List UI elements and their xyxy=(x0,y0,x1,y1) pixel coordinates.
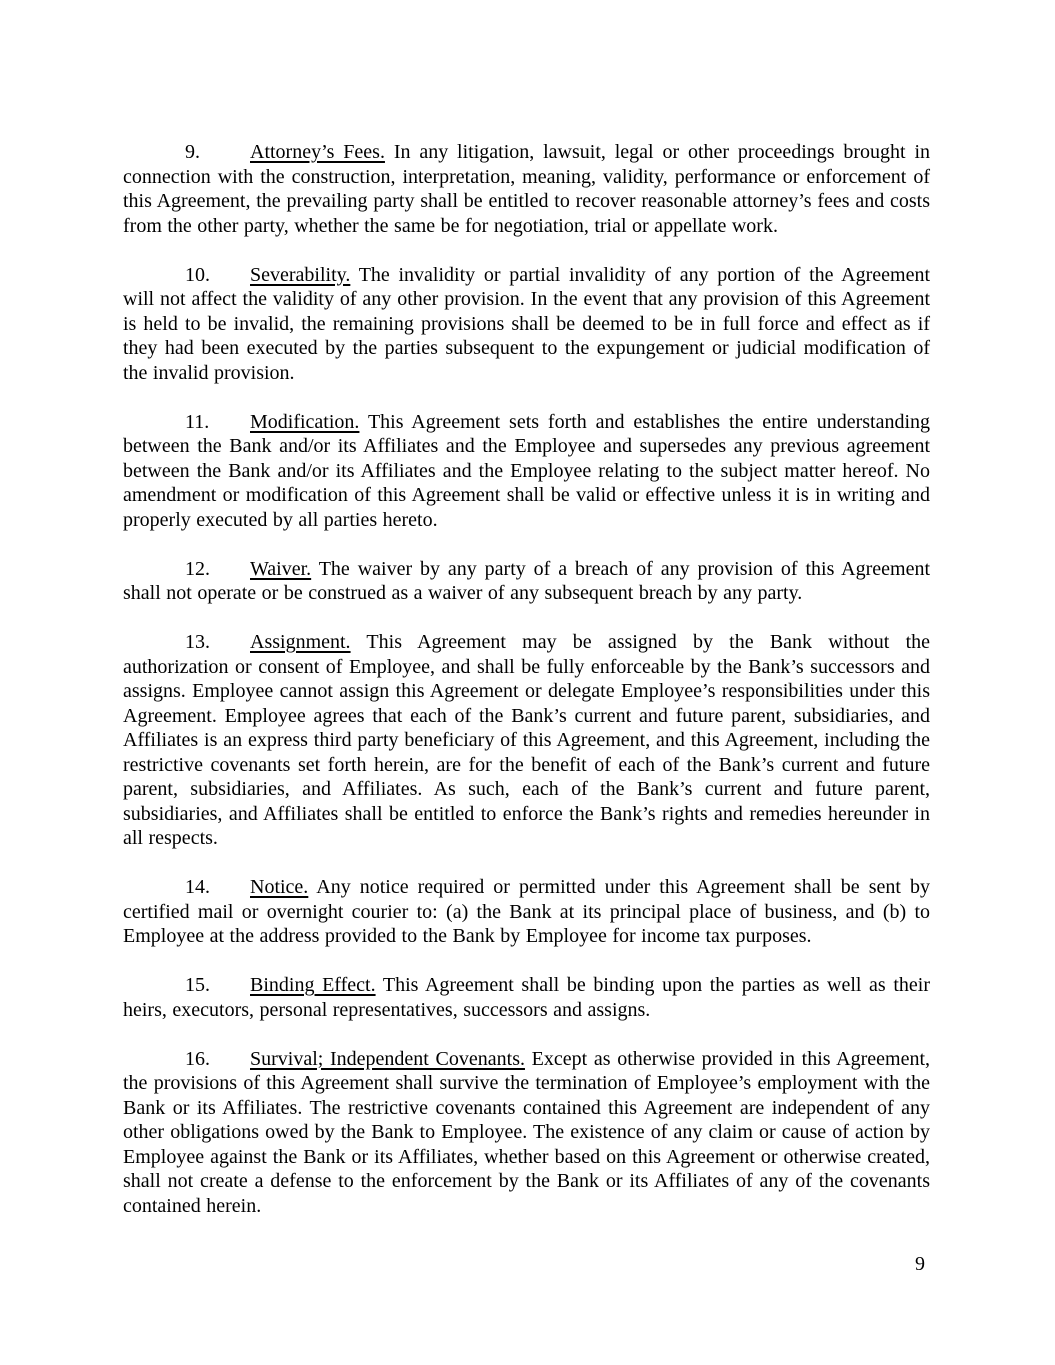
paragraph-assignment xyxy=(123,630,930,851)
paragraph-heading: Assignment. xyxy=(250,631,351,653)
paragraph-number: 10. xyxy=(185,263,210,286)
page-number: 9 xyxy=(915,1253,925,1275)
paragraph-number: 16. xyxy=(185,1047,210,1070)
paragraph-number: 11. xyxy=(185,410,210,433)
paragraph-survival-independent-covenants xyxy=(123,1047,930,1219)
paragraph-text: This Agreement may be assigned by the Bank without the authorization or consent of Employee, and shall be fully enforceable by the Bank’s successors and assigns. Employee cannot assign this Agreement or delegate Employee’s responsibilities under this Agreement. Employee agrees that each of the Bank’s current and future parent, subsidiaries, and Affiliates is an express third party beneficiary of this Agreement, and this Agreement, including the restrictive covenants set forth herein, are for the benefit of each of the Bank’s current and future parent, subsidiaries, and Affiliates. As such, each of the Bank’s current and future parent, subsidiaries, and Affiliates shall be entitled to enforce the Bank’s rights and remedies hereunder in all respects. xyxy=(123,631,931,849)
paragraph-text: In any litigation, lawsuit, legal or other proceedings brought in connection with the construction, interpretation, meaning, validity, performance or enforcement of this Agreement, the prevailing party shall be entitled to recover reasonable attorney’s fees and costs from the other party, whether the same be for negotiation, trial or appellate work. xyxy=(123,141,931,237)
paragraph-number: 15. xyxy=(185,974,210,996)
paragraph-text: Any notice required or permitted under this Agreement shall be sent by certified mail or overnight courier to: (a) the Bank at its principal place of business, and (b) to Employee at the address provided to the Bank by Employee for income tax purposes. xyxy=(123,876,930,947)
paragraph-severability xyxy=(123,263,930,386)
paragraph-binding-effect xyxy=(123,973,930,1022)
paragraph-heading: Attorney’s Fees. xyxy=(250,141,385,163)
paragraph-heading: Notice. xyxy=(250,876,309,898)
paragraph-heading: Binding Effect. xyxy=(250,974,376,996)
paragraph-modification xyxy=(123,410,930,533)
paragraph-number: 12. xyxy=(185,557,210,580)
paragraph-text: This Agreement shall be binding upon the parties as well as their heirs, executors, personal representatives, successors and assigns. xyxy=(123,974,931,1021)
paragraph-text: The waiver by any party of a breach of any provision of this Agreement shall not operate or be construed as a waiver of any subsequent breach by any party. xyxy=(123,557,931,604)
paragraph-text: This Agreement sets forth and establishes the entire understanding between the Bank and/or its Affiliates and the Employee and supersedes any previous agreement between the Bank and/or its Affiliates and the Employee relating to the subject matter hereof. No amendment or modification of this Agreement shall be valid or effective unless it is in writing and properly executed by all parties hereto. xyxy=(123,410,931,531)
paragraph-heading: Modification. xyxy=(250,410,360,433)
paragraph-heading: Severability. xyxy=(250,263,351,286)
paragraph-number: 14. xyxy=(185,876,210,898)
paragraph-waiver xyxy=(123,557,930,606)
paragraph-heading: Waiver. xyxy=(250,557,312,580)
paragraph-number: 13. xyxy=(185,631,210,653)
paragraph-text: The invalidity or partial invalidity of any portion of the Agreement will not affect the validity of any other provision. In the event that any provision of this Agreement is held to be invalid, the remaining provisions shall be deemed to be in full force and effect as if they had been executed by the parties subsequent to the expungement or judicial modification of the invalid provision. xyxy=(123,263,930,384)
paragraph-notice xyxy=(123,875,930,949)
paragraph-text: Except as otherwise provided in this Agreement, the provisions of this Agreement shall survive the termination of Employee’s employment with the Bank or its Affiliates. The restrictive covenants contained this Agreement are independent of any other obligations owed by the Bank to Employee. The existence of any claim or cause of action by Employee against the Bank or its Affiliates, whether based on this Agreement or otherwise created, shall not create a defense to the enforcement by the Bank or its Affiliates of any of the covenants contained herein. xyxy=(123,1047,930,1217)
paragraph-number: 9. xyxy=(185,141,200,163)
paragraph-heading: Survival; Independent Covenants. xyxy=(250,1047,525,1070)
paragraph-attorneys-fees xyxy=(123,140,930,238)
agreement-body xyxy=(123,140,930,1243)
